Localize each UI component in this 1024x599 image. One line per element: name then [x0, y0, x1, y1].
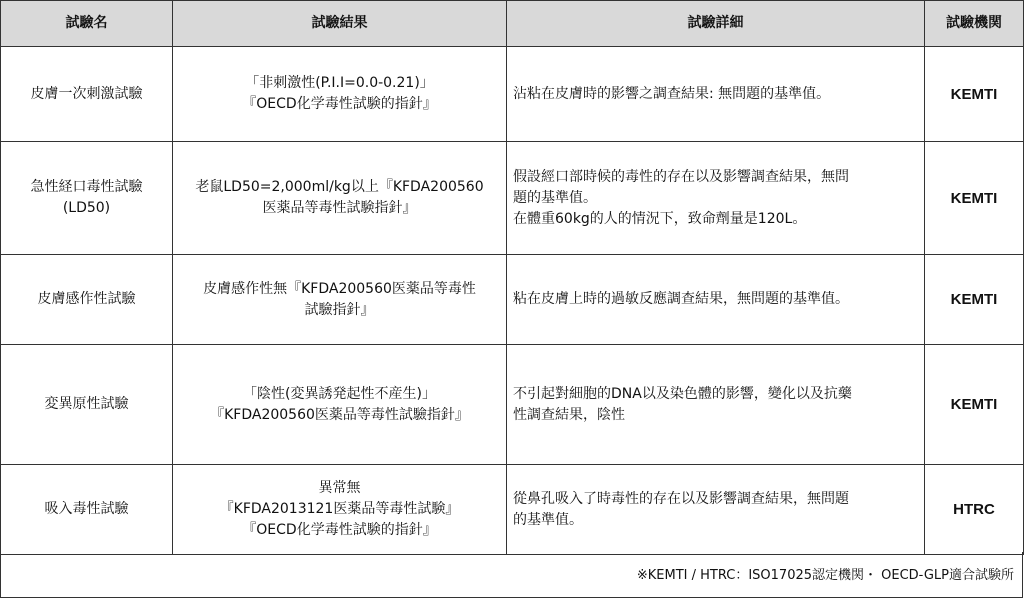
cell-test-name: [1, 345, 173, 465]
cell-test-name: [1, 255, 173, 345]
header-test-detail: 試驗詳細: [507, 1, 925, 47]
cell-line: 皮膚感作性試驗: [37, 291, 136, 307]
cell-line: 沾粘在皮膚時的影響之調查結果: 無問題的基準值。: [513, 85, 831, 102]
header-test-result: 試驗結果: [173, 1, 507, 47]
cell-line: 「非刺激性(P.I.I=0.0-0.21)」: [245, 75, 434, 91]
cell-line: 変異原性試驗: [44, 396, 129, 412]
cell-test-result: [173, 465, 507, 555]
table-row: [1, 465, 1024, 555]
cell-line: 『KFDA200560医薬品等毒性試驗指針』: [210, 406, 469, 423]
table-row: [1, 345, 1024, 465]
cell-line: 皮膚一次刺激試驗: [30, 85, 143, 102]
cell-line: 不引起對細胞的DNA以及染色體的影響，變化以及抗藥: [513, 385, 852, 402]
table-row: [1, 255, 1024, 345]
cell-test-detail: [507, 255, 925, 345]
cell-line: 在體重60kg的人的情況下，致命劑量是120L。: [513, 210, 807, 227]
cell-test-detail: [507, 465, 925, 555]
cell-line: 的基準值。: [513, 511, 583, 528]
cell-line: 異常無: [318, 480, 361, 496]
cell-test-result: [173, 345, 507, 465]
cell-test-detail: [507, 345, 925, 465]
cell-line: 医薬品等毒性試験指針』: [262, 200, 417, 216]
cell-line: 試驗指針』: [304, 301, 375, 318]
table-header-row: [1, 1, 1024, 47]
cell-line: (LD50): [62, 200, 111, 216]
cell-test-org: KEMTI: [925, 47, 1024, 142]
cell-test-result: [173, 142, 507, 255]
cell-test-org: KEMTI: [925, 255, 1024, 345]
header-test-name: 試驗名: [1, 1, 173, 47]
cell-test-detail: [507, 47, 925, 142]
cell-test-org: KEMTI: [925, 142, 1024, 255]
cell-line: 「陰性(変異誘発起性不産生)」: [243, 385, 436, 402]
cell-test-org: KEMTI: [925, 345, 1024, 465]
header-test-org: 試驗機関: [925, 1, 1024, 47]
cell-test-name: [1, 142, 173, 255]
cell-line: 『KFDA2013121医薬品等毒性試験』: [219, 501, 460, 517]
cell-test-detail: [507, 142, 925, 255]
cell-line: 急性経口毒性試驗: [30, 179, 143, 195]
cell-line: 老鼠LD50=2,000ml/kg以上『KFDA200560: [195, 179, 484, 195]
cell-test-result: [173, 255, 507, 345]
table-row: [1, 142, 1024, 255]
cell-line: 性調查結果，陰性: [513, 406, 625, 423]
table-row: [1, 47, 1024, 142]
cell-line: 題的基準值。: [513, 189, 597, 206]
cell-test-name: [1, 465, 173, 555]
cell-test-result: [173, 47, 507, 142]
cell-test-org: HTRC: [925, 465, 1024, 555]
cell-line: 粘在皮膚上時的過敏反應調查結果，無問題的基準值。: [513, 291, 849, 307]
cell-test-name: [1, 47, 173, 142]
footnote-text: ※KEMTI / HTRC：ISO17025認定機関・ OECD-GLP適合試験所: [636, 568, 1014, 583]
cell-line: 從鼻孔吸入了時毒性的存在以及影響調查結果，無問題: [513, 490, 849, 507]
cell-line: 假設經口部時候的毒性的存在以及影響調查結果，無問: [513, 168, 849, 185]
cell-line: 吸入毒性試驗: [44, 501, 129, 517]
cell-line: 皮膚感作性無『KFDA200560医薬品等毒性: [203, 280, 476, 297]
cell-line: 『OECD化学毒性試験的指針』: [242, 96, 437, 112]
footnote-box: [0, 552, 1023, 598]
cell-line: 『OECD化学毒性試験的指針』: [242, 522, 437, 538]
